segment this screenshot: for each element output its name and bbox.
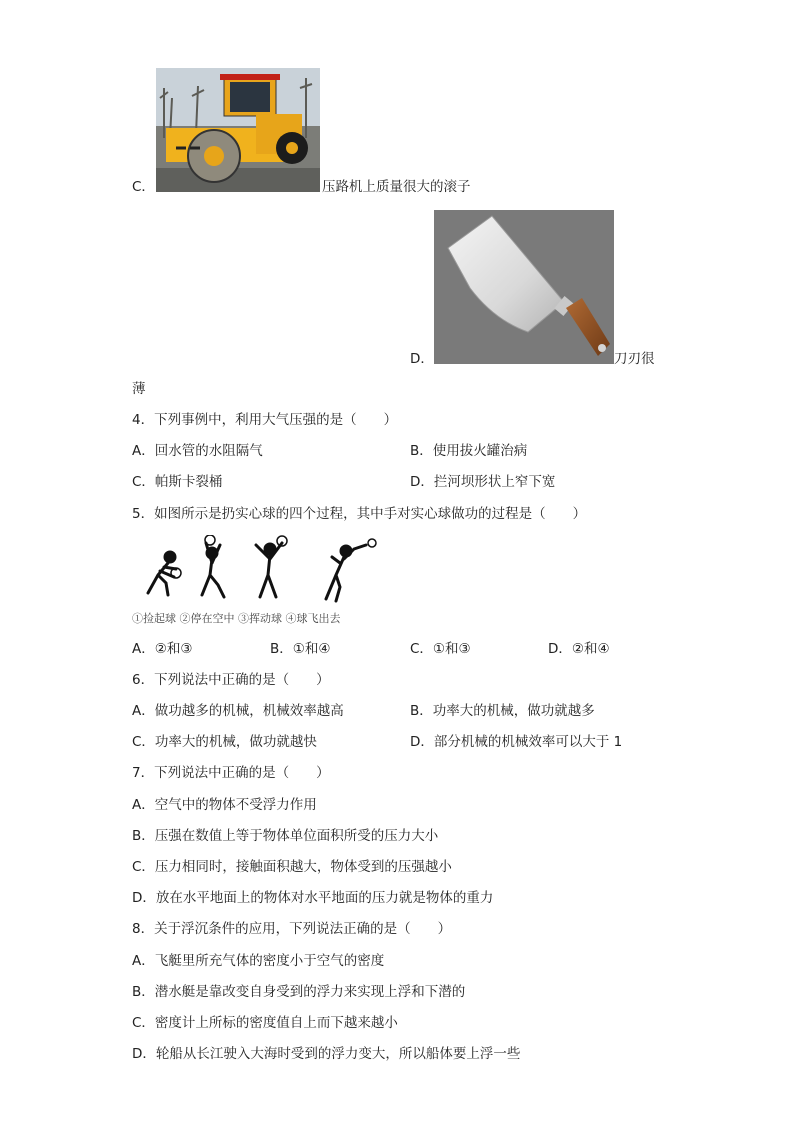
q6-option-b: B．功率大的机械，做功就越多 bbox=[410, 703, 595, 719]
q5-option-a: A．②和③ bbox=[132, 641, 193, 657]
q4-option-d: D．拦河坝形状上窄下宽 bbox=[410, 474, 556, 490]
q7-option-c: C．压力相同时，接触面积越大，物体受到的压强越小 bbox=[132, 859, 452, 875]
q3-option-d-text-a: 刀刃很 bbox=[614, 351, 655, 367]
q7-option-b: B．压强在数值上等于物体单位面积所受的压力大小 bbox=[132, 828, 439, 844]
q6-option-c: C．功率大的机械，做功就越快 bbox=[132, 734, 317, 750]
cleaver-knife-image bbox=[434, 210, 614, 364]
q5-figure-caption: ①捡起球 ②停在空中 ③挥动球 ④球飞出去 bbox=[132, 612, 341, 625]
q3-option-c-label: C． bbox=[132, 179, 155, 195]
q4-option-c: C．帕斯卡裂桶 bbox=[132, 474, 223, 490]
knife-icon bbox=[434, 210, 614, 364]
road-roller-icon bbox=[156, 68, 320, 192]
throw-ball-figure bbox=[140, 535, 380, 609]
q6-option-a: A．做功越多的机械，机械效率越高 bbox=[132, 703, 344, 719]
q4-stem: 4．下列事例中，利用大气压强的是（ ） bbox=[132, 412, 398, 428]
q6-stem: 6．下列说法中正确的是（ ） bbox=[132, 672, 330, 688]
q5-option-c: C．①和③ bbox=[410, 641, 471, 657]
q4-option-a: A．回水管的水阻隔气 bbox=[132, 443, 263, 459]
q5-option-d: D．②和④ bbox=[548, 641, 610, 657]
q8-option-d: D．轮船从长江驶入大海时受到的浮力变大，所以船体要上浮一些 bbox=[132, 1046, 521, 1062]
q7-option-d: D．放在水平地面上的物体对水平地面的压力就是物体的重力 bbox=[132, 890, 494, 906]
q3-option-d-label: D． bbox=[410, 351, 434, 367]
q8-option-b: B．潜水艇是靠改变自身受到的浮力来实现上浮和下潜的 bbox=[132, 984, 466, 1000]
q4-option-b: B．使用拔火罐治病 bbox=[410, 443, 528, 459]
q7-stem: 7．下列说法中正确的是（ ） bbox=[132, 765, 330, 781]
q5-stem: 5．如图所示是扔实心球的四个过程，其中手对实心球做功的过程是（ ） bbox=[132, 506, 587, 522]
stick-figures-icon bbox=[140, 535, 380, 609]
q8-option-c: C．密度计上所标的密度值自上而下越来越小 bbox=[132, 1015, 398, 1031]
q8-stem: 8．关于浮沉条件的应用，下列说法正确的是（ ） bbox=[132, 921, 452, 937]
q3-option-c-text: 压路机上质量很大的滚子 bbox=[322, 179, 471, 195]
q5-option-b: B．①和④ bbox=[270, 641, 331, 657]
q6-option-d: D．部分机械的机械效率可以大于 1 bbox=[410, 734, 623, 750]
q3-option-d-text-b: 薄 bbox=[132, 381, 146, 397]
q7-option-a: A．空气中的物体不受浮力作用 bbox=[132, 797, 317, 813]
road-roller-image bbox=[156, 68, 320, 192]
q8-option-a: A．飞艇里所充气体的密度小于空气的密度 bbox=[132, 953, 385, 969]
